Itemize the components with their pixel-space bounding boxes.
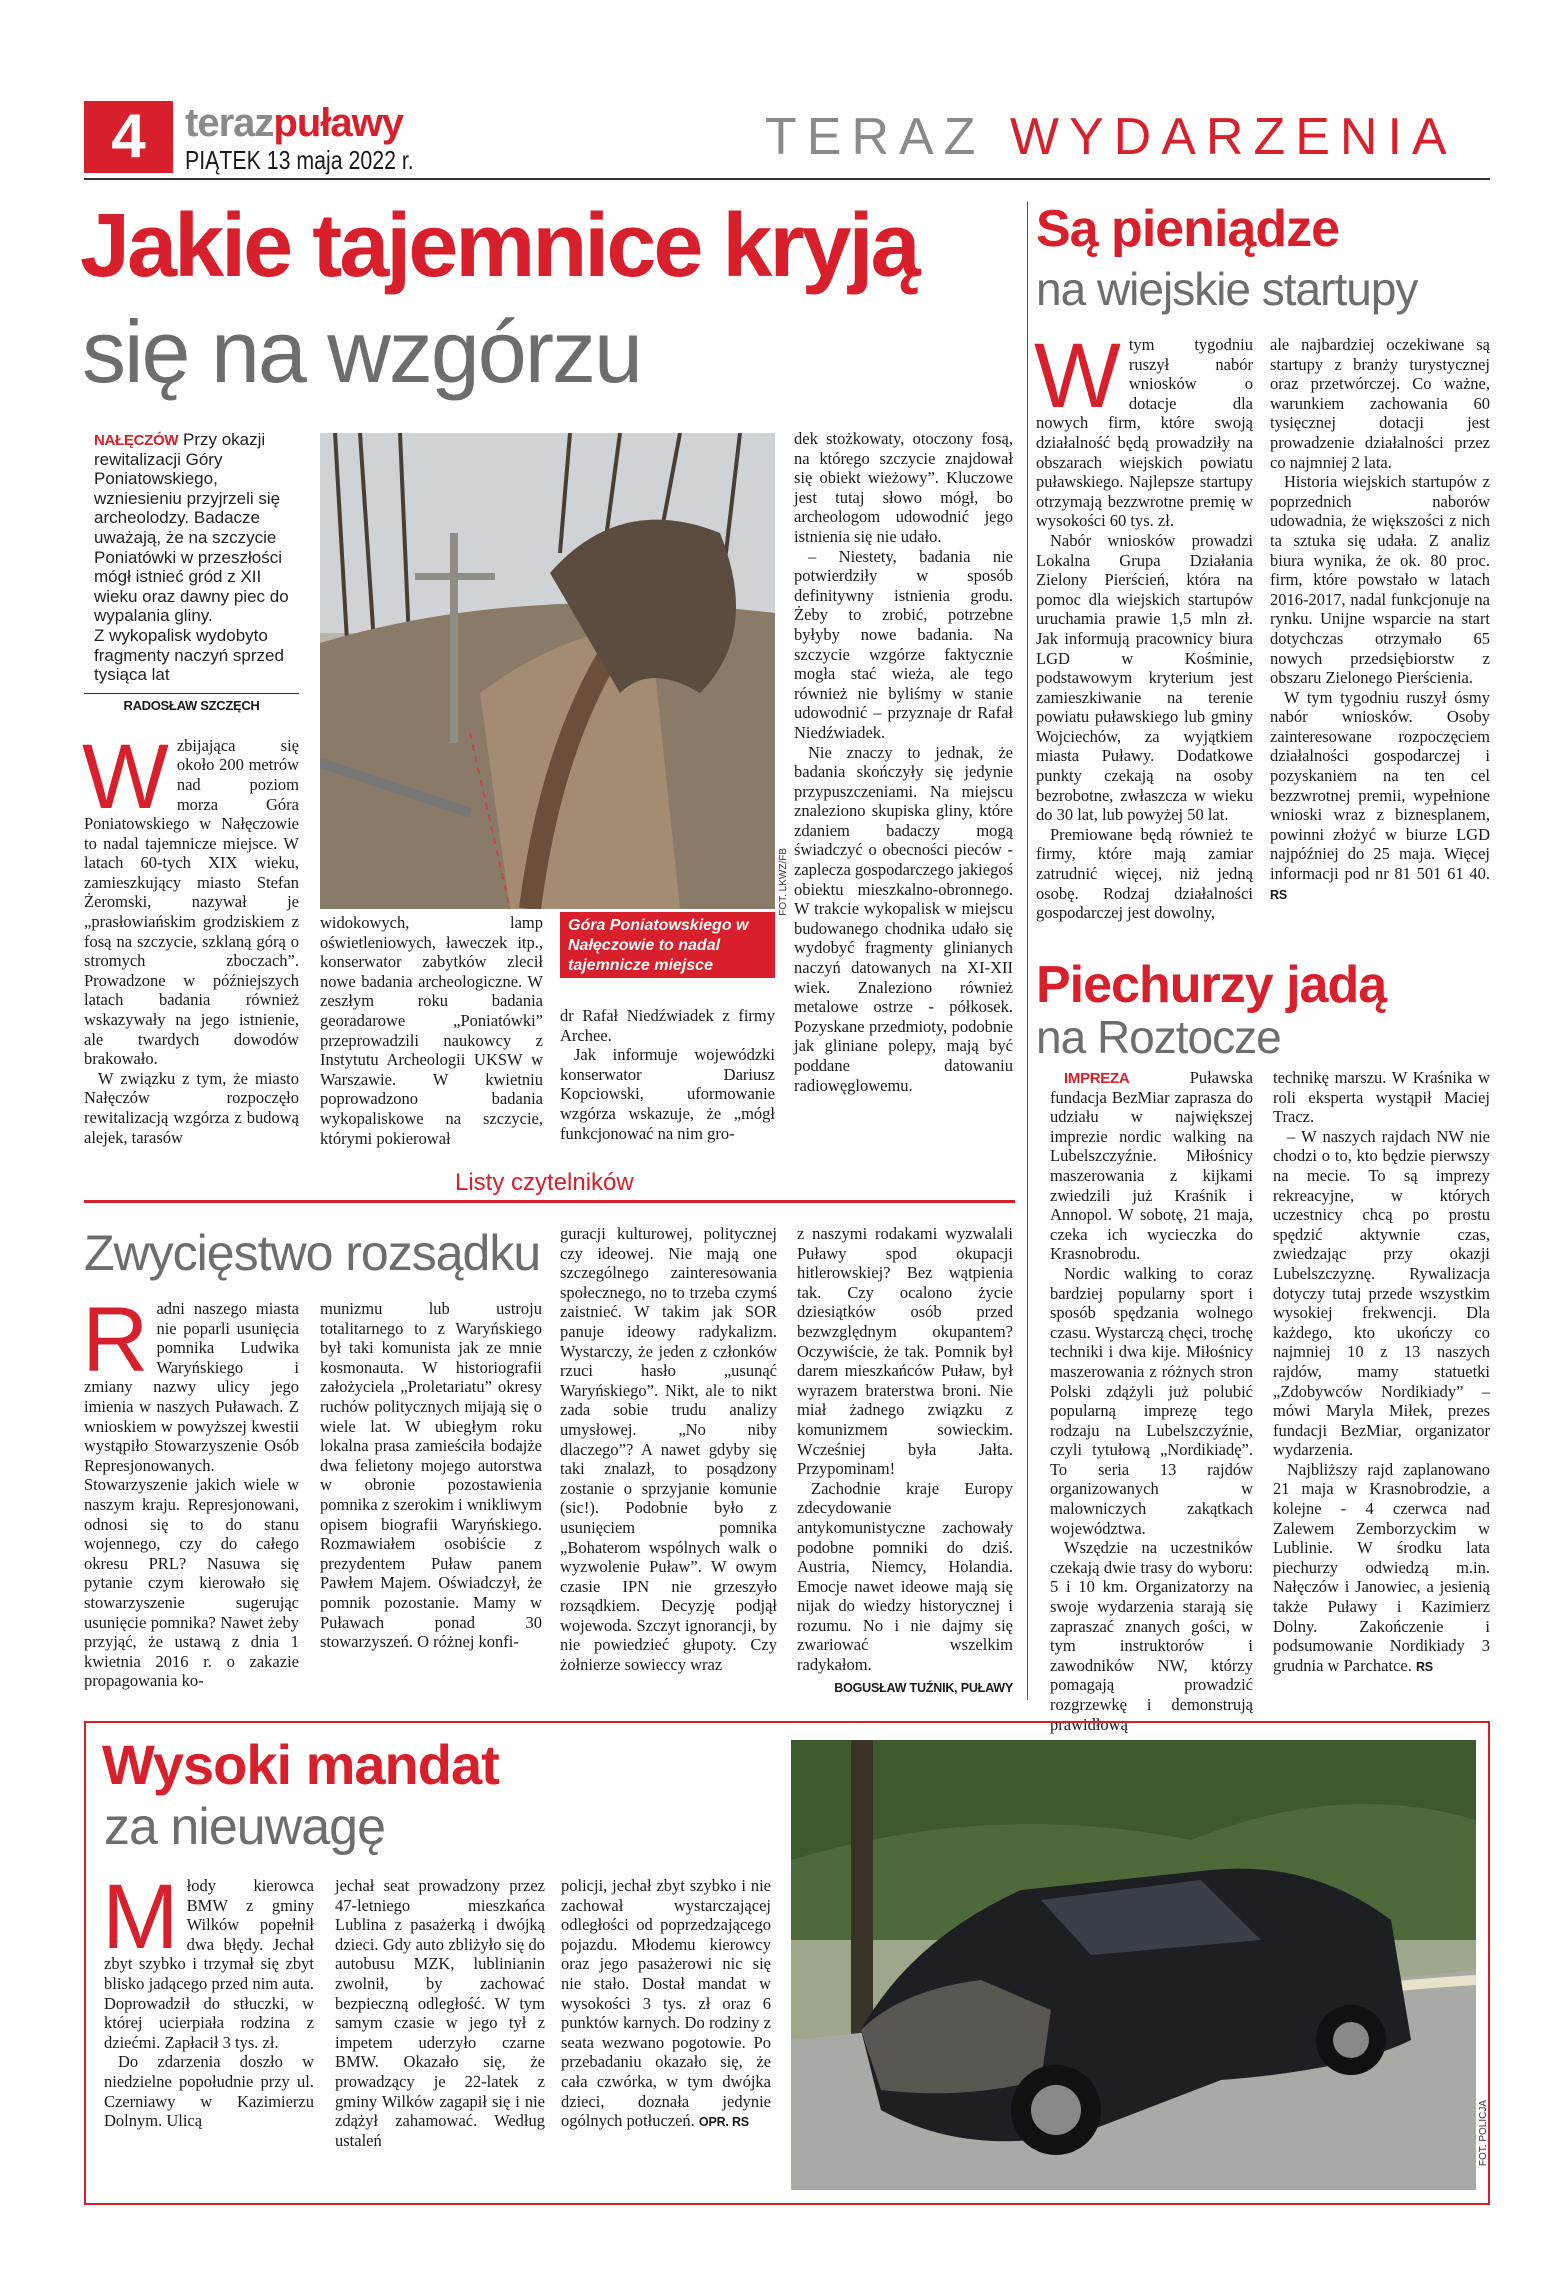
paragraph bbox=[794, 547, 1013, 743]
lead-text-2: Z wykopalisk wydobyto fragmenty naczyń sprzed tysiąca lat bbox=[94, 625, 284, 685]
paragraph-text: Nabór wniosków prowadzi Lokalna Grupa Działania Zielony Pierścień, która na pomoc dla wiejskich startupów uruchamia prawie 1,5 mln zł. Jak informują pracownicy biura LGD w Kośminie, podstawowym kryterium jest zamieszkiwanie na terenie powiatu puławskiego lub gminy Wojciechów, za wyjątkiem miasta Puławy. Dodatkowe punkty czekają na osoby bezrobotne, zwłaszcza w wieku do 30 lat, lub powyżej 50 lat. bbox=[1036, 530, 1253, 825]
logo-part-pulawy: puławy bbox=[273, 101, 403, 145]
hill-photo-image bbox=[320, 433, 775, 909]
signature: OPR. RS bbox=[698, 2115, 749, 2130]
paragraph-text: – Niestety, badania nie potwierdziły w sposób definitywny istnienia grodu. Żeby to zrobić, potrzebne byłyby nowe badania. Na szczycie wzgórze faktycznie mogła stać wieża, ale tego również nie byliśmy w stanie udowodnić – przyznaje dr Rafał Niedźwiadek. bbox=[794, 546, 1013, 742]
nordic-headline: Piechurzy jadą bbox=[1036, 956, 1387, 1014]
startups-subheadline: na wiejskie startupy bbox=[1036, 263, 1418, 315]
paragraph-text: guracji kulturowej, politycznej czy ideowej. Nie mają one szczególnego zainteresowania społecznego, no to trzeba czymś zaistnieć. W takim jak SOR panuje ideowy radykalizm. Wystarczy, że jeden z członków rzuci hasło „usunąć Waryńskiego”. Nikt, ale to nikt zada sobie trudu analizy umysłowej. „No niby dlaczego”? A nawet gdyby się taki znalazł, to posądzony zostanie o sprzyjanie komunie (sic!). Podobnie było z usunięciem pomnika „Bohaterom wspólnych walk o wyzwolenie Puław”. W owym czasie IPN nie grzeszyło rozsądkiem. Decyzję podjął wojewoda. Szczyt ignorancji, by nie powiedzieć głupoty. Czy żołnierze sowieccy wraz bbox=[560, 1224, 777, 1675]
paragraph-text: tym tygodniu ruszył nabór wniosków o dotacje dla nowych firm, które swoją działalność będą prowadziły na obszarach wiejskich powiatu puławskiego. Najlepsze startupy otrzymają bezzwrotne premię w wysokości 60 tys. zł. bbox=[1036, 335, 1253, 531]
paragraph-text: Puławska fundacja BezMiar zaprasza do udziału w największej imprezie nordic walking na Lubelszczyźnie. Miłośnicy maszerowania z kijkami zwiedzili już Kraśnik i Annopol. W sobotę, 21 maja, czeka ich wycieczka do Krasnobrodu. bbox=[1050, 1068, 1253, 1264]
letter-col-3 bbox=[560, 1224, 777, 1675]
paragraph bbox=[1273, 1068, 1490, 1127]
lead-text: Przy okazji rewitalizacji Góry Poniatowskiego, wzniesieniu przyjrzeli się archeolodzy. Badacze uważają, że na szczycie Poniatówki w przeszłości mógł istnieć gród z XII wieku oraz dawny piec do wypalania gliny. bbox=[94, 430, 289, 626]
paragraph-text: Premiowane będą również te firmy, które mają zamiar zatrudnić więcej, niż jedną osobę. Rodzaj działalności gospodarczej jest dowolny, bbox=[1036, 824, 1253, 923]
paragraph bbox=[104, 2052, 314, 2130]
paragraph bbox=[1036, 825, 1253, 923]
drop-cap: W bbox=[1034, 325, 1121, 427]
drop-cap: W bbox=[82, 725, 169, 828]
paragraph bbox=[84, 1069, 299, 1147]
paragraph-text: Nie znaczy to jednak, że badania skończyły się jedynie przypuszczeniami. Na miejscu znaleziono skupiska gliny, które zdaniem badaczy mogą świadczyć o obecności pieców - zaplecza gospodarczego jakiegoś obiektu mieszkalno-obronnego. W trakcie wykopalisk w miejscu budowanego chodnika udało się wydobyć fragmenty glinianych naczyń datowanych na XI-XII wiek. Znaleziono również metalowe ostrze - półkosek. Pozyskane przedmioty, podobnie jak gliniane polepy, mają być poddane datowaniu radiowęglowemu. bbox=[794, 742, 1013, 1095]
signature: RS bbox=[1270, 887, 1287, 902]
paragraph bbox=[320, 913, 543, 1148]
startups-col-2 bbox=[1270, 335, 1490, 903]
paragraph-text: łody kierowca BMW z gminy Wilków popełnił dwa błędy. Jechał zbyt szybko i trzymał się zbyt blisko jadącego przed nim auta. Doprowadził do stłuczki, w której ucierpiała rodzina z dziećmi. Zapłacił 3 tys. zł. bbox=[104, 1876, 314, 2052]
paragraph-text: – W naszych rajdach NW nie chodzi o to, kto będzie pierwszy na mecie. To są imprezy rekreacyjne, w których uczestnicy chcą po prostu spędzić aktywnie czas, zwiedzając przy okazji Lubelszczyznę. Rywalizacja dotyczy tutaj przede wszystkim wysokiej frekwencji. Dla każdego, kto ukończy co najmniej 10 z 13 naszych rajdów, mamy statuetki „Zdobywców Nordikiady” – mówi Maryla Miłek, prezes fundacji BezMiar, organizator wydarzenia. bbox=[1273, 1126, 1490, 1460]
paragraph-text: Zachodnie kraje Europy zdecydowanie antykomunistyczne zachowały podobne pomniki do dziś. Austria, Niemcy, Holandia. Emocje nawet ideowe mają się nijak do wiedzy historycznej i rozumu. No i nie dajmy się zwariować wszelkim radykałom. bbox=[797, 1478, 1013, 1675]
main-col-1-flow bbox=[84, 430, 299, 1147]
paragraph-text: adni naszego miasta nie poparli usunięcia pomnika Ludwika Waryńskiego i zmiany nazwy ulicy jego imienia w naszych Puławach. Z wnioskiem w powyższej kwestii wystąpiło Stowarzyszenie Osób Represjonowanych. Stowarzyszenie jakich wiele w naszym kraju. Represjonowani, odnosi się to do stanu wojennego, czy do całego okresu PRL? Nasuwa się pytanie czym kierowało się stowarzyszenie sugerując usunięcie pomnika? Nawet żeby przyjąć, że ustawą z dnia 1 kwietnia 2016 r. o zakazie propagowania ko- bbox=[84, 1299, 299, 1691]
column-divider bbox=[1027, 202, 1028, 1700]
fine-headline: Wysoki mandat bbox=[102, 1733, 499, 1796]
signature: RS bbox=[1415, 1659, 1433, 1674]
nordic-col-2 bbox=[1273, 1068, 1490, 1675]
section-title-part1: TERAZ bbox=[765, 108, 986, 166]
issue-date: PIĄTEK 13 maja 2022 r. bbox=[185, 145, 414, 175]
drop-cap: R bbox=[82, 1289, 149, 1391]
paragraph-text: Do zdarzenia doszło w niedzielne popołudnie przy ul. Czerniawy w Kazimierzu Dolnym. Ulicą bbox=[104, 2052, 314, 2131]
startups-headline: Są pieniądze bbox=[1036, 200, 1339, 258]
nordic-subheadline: na Roztocze bbox=[1036, 1011, 1281, 1063]
paragraph bbox=[794, 429, 1013, 547]
byline-divider bbox=[84, 693, 299, 694]
paragraph bbox=[1050, 1264, 1253, 1538]
paragraph bbox=[1036, 531, 1253, 825]
letter-col-2 bbox=[320, 1299, 542, 1652]
paragraph-text: Najbliższy rajd zaplanowano 21 maja w Krasnobrodzie, a kolejne - 4 czerwca nad Zalewem Zemborzyckim w Lublinie. W środku lata piechurzy odwiedzą m.in. Nałęczów i Janowiec, a jesienią także Puławy i Kazimierz Dolny. Zakończenie i podsumowanie Nordikiady 3 grudnia w Parchatce. bbox=[1273, 1459, 1490, 1675]
paragraph-text: ale najbardziej oczekiwane są startupy z branży turystycznej oraz przetwórczej. Co ważne, warunkiem zachowania 60 tysięcznej dotacji jest prowadzenie działalności przez co najmniej 2 lata. bbox=[1270, 335, 1490, 472]
logo-part-teraz: teraz bbox=[185, 101, 274, 145]
hill-photo bbox=[320, 433, 775, 909]
startups-col-1 bbox=[1034, 325, 1253, 923]
paragraph-text: widokowych, lamp oświetleniowych, ławeczek itp., konserwator zabytków zlecił nowe badania archeologiczne. W zeszłym roku badania georadarowe „Poniatówki” przeprowadzili naukowcy z Instytutu Archeologii UKSW w Warszawie. W kwietniu poprowadzono badania wykopaliskowe na szczycie, którymi pokierował bbox=[320, 913, 543, 1148]
paragraph-text: W związku z tym, że miasto Nałęczów rozpoczęło rewitalizacją wzgórza z budową alejek, tarasów bbox=[84, 1068, 299, 1147]
paragraph bbox=[1273, 1127, 1490, 1460]
fine-subheadline: za nieuwagę bbox=[104, 1798, 385, 1856]
crashed-car-photo bbox=[791, 1740, 1476, 2190]
main-col-4 bbox=[794, 429, 1013, 1095]
paragraph bbox=[561, 1876, 771, 2131]
newspaper-logo bbox=[185, 100, 403, 146]
crashed-car-image bbox=[791, 1740, 1476, 2190]
paragraph-text: zbijająca się około 200 metrów nad poziom morza Góra Poniatowskiego w Nałęczowie to nadal tajemnicze miejsce. W latach 60-tych XIX wieku, zamieszkujący miasto Stefan Żeromski, nazywał je „prasłowiańskim grodziskiem z fosą na szczycie, szklaną górą o stromych zboczach”. Prowadzone w późniejszych latach badania również wskazywały na jego istnienie, ale twardych dowodów brakowało. bbox=[84, 735, 299, 1069]
paragraph bbox=[560, 1224, 777, 1675]
signature: BOGUSŁAW TUŹNIK, PUŁAWY bbox=[834, 1680, 1013, 1695]
photo-credit: FOT. POLICJA bbox=[1478, 2100, 1489, 2167]
fine-col-2 bbox=[335, 1876, 545, 2150]
paragraph-text: Nordic walking to coraz bardziej popularny sport i sposób spędzania wolnego czasu. Wystarczą chęci, trochę techniki i dwa kije. Miłośnicy maszerowania z różnych stron Polski zdążyli już polubić popularną imprezę tego rodzaju na Lubelszczyźnie, czyli tytułową „Nordikiadę”. To seria 13 rajdów organizowanych w malowniczych zakątkach województwa. bbox=[1050, 1263, 1253, 1538]
paragraph bbox=[560, 1006, 775, 1045]
lead-place: NAŁĘCZÓW bbox=[94, 432, 179, 449]
main-lead bbox=[84, 430, 299, 685]
paragraph bbox=[1270, 472, 1490, 688]
paragraph-text: dek stożkowaty, otoczony fosą, na którego szczycie znajdował się obiekt wieżowy”. Kluczowe jest tutaj słowo mógł, bo archeologom udowodnić jego istnienia się nie udało. bbox=[794, 429, 1013, 546]
paragraph-text: dr Rafał Niedźwiadek z firmy Archee. bbox=[560, 1006, 775, 1045]
letters-section-label: Listy czytelników bbox=[455, 1169, 634, 1196]
nordic-col-1 bbox=[1050, 1068, 1253, 1734]
section-title-part2: WYDARZENIA bbox=[1009, 108, 1457, 166]
byline: RADOSŁAW SZCZĘCH bbox=[123, 697, 260, 713]
paragraph-text: Wszędzie na uczestników czekają dwie trasy do wyboru: 5 i 10 km. Organizatorzy na swoje wydarzenia starają się zapraszać znanych gości, w tym instruktorów i zawodników NW, którzy pomagają prowadzić rozgrzewkę i demonstrują prawidłową bbox=[1050, 1538, 1253, 1734]
paragraph-text: jechał seat prowadzony przez 47-letniego mieszkańca Lublina z pasażerką i dwójką dzieci. Gdy auto zbliżyło się do autobusu MZK, lublinianin zwolnił, by zachować bezpieczną odległość. W tym samym czasie w jego tył z impetem uderzyło czarne BMW. Okazało się, że prowadzący je 22-latek z gminy Wilków zagapił się i nie zdążył zahamować. Według ustaleń bbox=[335, 1876, 545, 2150]
header-divider bbox=[84, 178, 1490, 180]
paragraph-text: policji, jechał zbyt szybko i nie zachował wystarczającej odległości od poprzedzającego pojazdu. Młodemu kierowcy oraz jego pasażerowi nic się nie stało. Dostał mandat w wysokości 3 tys. zł oraz 6 punktów karnych. Do rodziny z seata wezwano pogotowie. Po przebadaniu okazało się, że cała czwórka, w tym dwójka dzieci, doznała jedynie ogólnych potłuczeń. bbox=[561, 1876, 771, 2131]
article-tag: IMPREZA bbox=[1064, 1070, 1130, 1087]
letter-col-4 bbox=[797, 1224, 1013, 1695]
fine-col-3 bbox=[561, 1876, 771, 2131]
paragraph bbox=[797, 1224, 1013, 1479]
letters-divider bbox=[84, 1200, 1015, 1203]
paragraph bbox=[320, 1299, 542, 1652]
paragraph bbox=[1273, 1460, 1490, 1676]
paragraph-text: Jak informuje wojewódzki konserwator Dariusz Kopciowski, uformowanie wzgórza wskazuje, że „mógł funkcjonować na nim gro- bbox=[560, 1045, 775, 1143]
paragraph-text: Historia wiejskich startupów z poprzednich naborów udowadnia, że większości z nich ta sztuka się udała. Z analiz biura wynika, że ok. 80 proc. firm, które powstało w latach 2016-2017, nadal funkcjonuje na rynku. Unijne wsparcie na start dotychczas otrzymało 65 nowych przedsiębiorstw z obszaru Zielonego Pierścienia. bbox=[1270, 472, 1490, 688]
paragraph-text: W tym tygodniu ruszył ósmy nabór wniosków. Osoby zainteresowane rozpoczęciem działalności gospodarczej i pozyskaniem na ten cel bezzwrotnej premii, wypełnione wnioski wraz z biznesplanem, powinni złożyć w biurze LGD najpóźniej do 25 maja. Więcej informacji pod nr 81 501 61 40. bbox=[1270, 687, 1490, 884]
main-col-2 bbox=[320, 913, 543, 1148]
photo-caption: Góra Poniatowskiego w Nałęczowie to nadal tajemnicze miejsce bbox=[560, 912, 775, 978]
main-col-1 bbox=[82, 725, 299, 1147]
paragraph bbox=[1050, 1068, 1253, 1264]
paragraph bbox=[1050, 1538, 1253, 1734]
paragraph-text: munizmu lub ustroju totalitarnego to z Waryńskiego był taki komunista jak ze mnie kosmonauta. W historiografii założyciela „Proletariatu” okresy ruchów politycznych mijają się o wiele lat. W ubiegłym roku lokalna prasa zamieściła bodajże dwa felietony mojego autorstwa w obronie pozostawienia pomnika z szerokim i wnikliwym opisem biografii Waryńskiego. Rozmawiałem osobiście z prezydentem Puław panem Pawłem Majem. Oświadczył, że pomnik pozostanie. Mamy w Puławach ponad 30 stowarzyszeń. O różnej konfi- bbox=[320, 1299, 542, 1652]
photo-credit: FOT. LKWZ/FB bbox=[778, 848, 789, 916]
paragraph bbox=[1270, 688, 1490, 904]
main-headline: Jakie tajemnice kryją bbox=[80, 196, 918, 296]
drop-cap: M bbox=[102, 1866, 179, 1968]
main-subheadline: się na wzgórzu bbox=[82, 302, 641, 401]
paragraph-text: technikę marszu. W Kraśnika w roli eksperta wystąpił Maciej Tracz. bbox=[1273, 1068, 1490, 1127]
letter-headline: Zwycięstwo rozsądku bbox=[84, 1225, 541, 1281]
paragraph bbox=[797, 1479, 1013, 1675]
paragraph bbox=[1270, 335, 1490, 472]
fine-col-1 bbox=[102, 1866, 314, 2131]
section-title bbox=[765, 108, 1457, 166]
paragraph bbox=[335, 1876, 545, 2150]
paragraph-text: z naszymi rodakami wyzwalali Puławy spod okupacji hitlerowskiej? Bez wątpienia tak. Czy ocalono życie dziesiątków osób przed bezwzględnym okupantem? Oczywiście, że tak. Pomnik był darem mieszkańców Puław, był wyrazem braterstwa broni. Nie miał żadnego związku z komunizmem sowieckim. Wcześniej była Jałta. Przypominam! bbox=[797, 1224, 1013, 1479]
page-number: 4 bbox=[84, 101, 173, 173]
main-col-3 bbox=[560, 1006, 775, 1143]
paragraph bbox=[794, 743, 1013, 1096]
paragraph bbox=[560, 1045, 775, 1143]
letter-col-1 bbox=[82, 1289, 299, 1691]
